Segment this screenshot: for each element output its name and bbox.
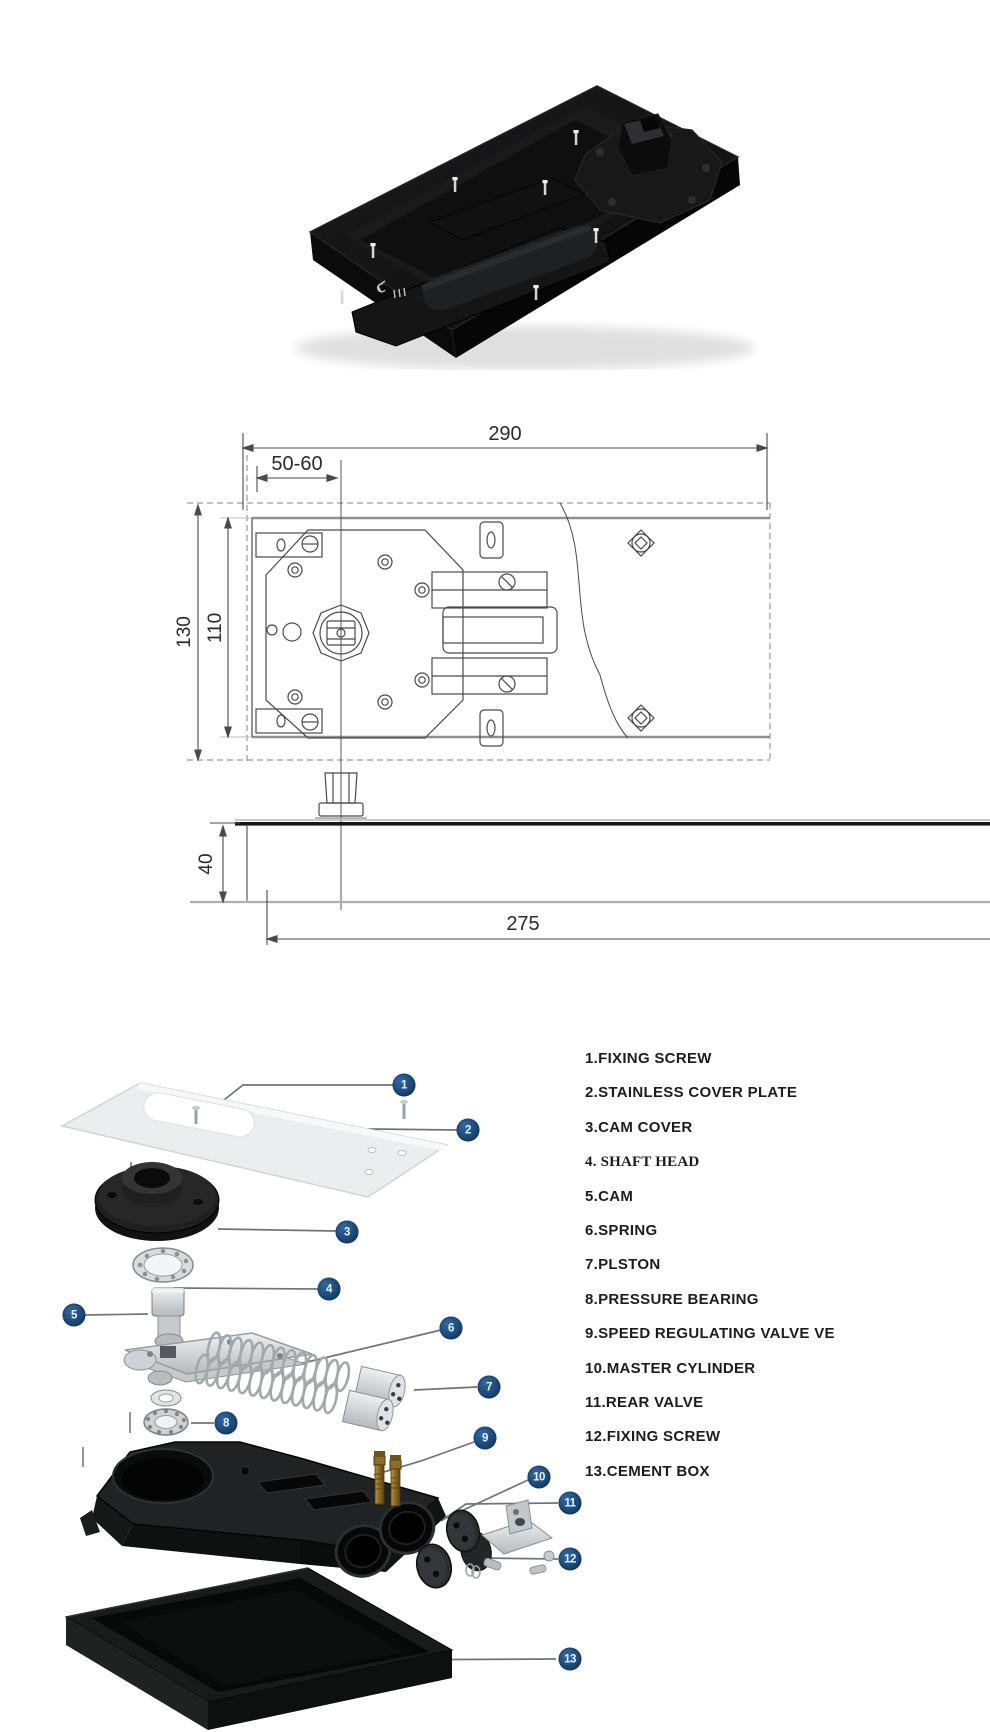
parts-list-item-6: 6.SPRING bbox=[585, 1221, 658, 1239]
cover-plate-sideview bbox=[235, 822, 990, 826]
mechanism-topview bbox=[256, 503, 654, 746]
pistons bbox=[342, 1366, 407, 1432]
parts-list-item-9: 9.SPEED REGULATING VALVE VE bbox=[585, 1325, 835, 1343]
parts-list-item-3: 3.CAM COVER bbox=[585, 1118, 693, 1136]
parts-list-item-7: 7.PLSTON bbox=[585, 1256, 661, 1274]
dim-height-inner: 110 bbox=[205, 612, 226, 644]
parts-list-item-5: 5.CAM bbox=[585, 1187, 634, 1205]
parts-list-item-13: 13.CEMENT BOX bbox=[585, 1462, 710, 1480]
parts-list bbox=[585, 1049, 985, 1496]
callout-badge-9: 9 bbox=[474, 1427, 497, 1450]
dim-depth: 40 bbox=[196, 853, 217, 875]
callout-badge-5: 5 bbox=[63, 1304, 86, 1327]
dim-height-outer: 130 bbox=[174, 616, 195, 648]
callout-badge-7: 7 bbox=[478, 1376, 501, 1399]
parts-list-item-8: 8.PRESSURE BEARING bbox=[585, 1290, 759, 1308]
callout-badge-2: 2 bbox=[457, 1119, 480, 1142]
cam-cover bbox=[95, 1162, 219, 1241]
callout-badge-13: 13 bbox=[559, 1648, 582, 1671]
callout-badge-12: 12 bbox=[559, 1548, 582, 1571]
product-photo bbox=[0, 60, 990, 370]
pressure-bearing bbox=[144, 1409, 188, 1435]
parts-list-item-4: 4. SHAFT HEAD bbox=[585, 1154, 700, 1171]
dimension-lines bbox=[195, 433, 990, 945]
washer bbox=[151, 1390, 181, 1406]
parts-list-item-12: 12.FIXING SCREW bbox=[585, 1428, 721, 1446]
dim-spindle-offset: 50-60 bbox=[271, 453, 323, 475]
upper-bearing bbox=[133, 1248, 193, 1282]
parts-list-item-10: 10.MASTER CYLINDER bbox=[585, 1359, 756, 1377]
callout-badge-6: 6 bbox=[440, 1317, 463, 1340]
parts-list-item-1: 1.FIXING SCREW bbox=[585, 1050, 712, 1067]
dimension-drawing bbox=[0, 370, 990, 945]
parts-list-item-2: 2.STAINLESS COVER PLATE bbox=[585, 1084, 798, 1102]
parts-list-item-11: 11.REAR VALVE bbox=[585, 1393, 704, 1411]
callout-badge-1: 1 bbox=[393, 1074, 416, 1097]
callout-badge-4: 4 bbox=[318, 1278, 341, 1301]
dim-overall-width: 290 bbox=[488, 423, 522, 445]
floor-outline-dashed bbox=[187, 455, 770, 765]
cement-box bbox=[66, 1568, 452, 1730]
dim-base-length: 275 bbox=[506, 913, 540, 935]
callout-badge-3: 3 bbox=[336, 1221, 359, 1244]
callout-badge-11: 11 bbox=[559, 1492, 582, 1515]
shaft-head bbox=[152, 1288, 184, 1348]
callout-badge-8: 8 bbox=[215, 1412, 238, 1435]
callout-badge-10: 10 bbox=[528, 1466, 551, 1489]
